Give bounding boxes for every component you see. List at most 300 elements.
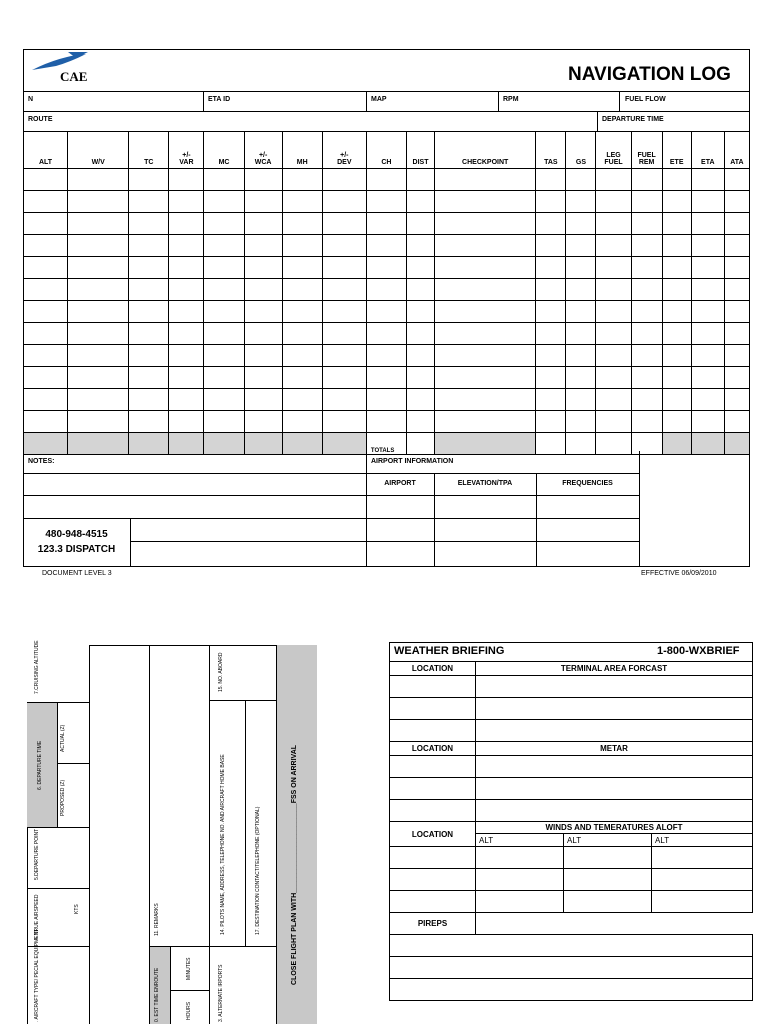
nav-log-cell[interactable] [631, 257, 662, 279]
nav-log-cell[interactable] [536, 301, 566, 323]
nav-log-cell[interactable] [662, 411, 691, 433]
nav-log-cell[interactable] [596, 191, 631, 213]
column-header-line: ETE [669, 159, 684, 166]
pilot-info-label: 14. PILOTS NAME, ADDRESS, TELEPHONE NO. AND AIRCRAFT HOME BASE [220, 754, 226, 935]
nav-log-cell[interactable] [536, 213, 566, 235]
nav-log-cell[interactable] [366, 279, 406, 301]
field-departure-time: DEPARTURE TIME [602, 116, 664, 123]
est-time-enroute-label: 0. EST TIME ENROUTE [154, 967, 160, 1022]
nav-log-cell[interactable] [691, 235, 724, 257]
nav-log-cell[interactable] [366, 323, 406, 345]
column-header [662, 132, 691, 169]
nav-log-cell[interactable] [407, 323, 435, 345]
nav-log-cell[interactable] [724, 389, 749, 411]
nav-log-cell[interactable] [662, 257, 691, 279]
nav-log-cell[interactable] [68, 411, 129, 433]
nav-log-cell[interactable] [691, 345, 724, 367]
nav-log-cell[interactable] [169, 345, 204, 367]
nav-log-cell[interactable] [169, 301, 204, 323]
nav-log-cell[interactable] [566, 257, 596, 279]
nav-log-cell[interactable] [407, 213, 435, 235]
nav-log-cell[interactable] [282, 279, 322, 301]
nav-log-cell[interactable] [631, 191, 662, 213]
nav-log-cell[interactable] [282, 169, 322, 191]
column-header-line: ATA [730, 159, 744, 166]
column-header-line: DEV [337, 159, 352, 166]
nav-log-cell[interactable] [366, 367, 406, 389]
column-header-line: REM [638, 159, 655, 166]
nav-log-cell[interactable] [129, 301, 169, 323]
totals-cell [566, 433, 596, 455]
nav-log-cell[interactable] [435, 301, 536, 323]
nav-log-cell[interactable] [24, 411, 68, 433]
column-header [129, 132, 169, 169]
nav-log-cell[interactable] [566, 389, 596, 411]
nav-log-cell[interactable] [129, 169, 169, 191]
nav-log-cell[interactable] [435, 367, 536, 389]
nav-log-cell[interactable] [366, 345, 406, 367]
nav-log-cell[interactable] [435, 279, 536, 301]
nav-log-cell[interactable] [691, 279, 724, 301]
nav-log-cell[interactable] [244, 191, 282, 213]
nav-log-cell[interactable] [566, 191, 596, 213]
nav-log-cell[interactable] [435, 213, 536, 235]
nav-log-cell[interactable] [204, 323, 244, 345]
column-header-line: ALT [39, 159, 53, 166]
nav-log-cell[interactable] [244, 279, 282, 301]
nav-log-cell[interactable] [24, 367, 68, 389]
nav-log-cell[interactable] [407, 389, 435, 411]
pireps-header: PIREPS [390, 913, 476, 935]
column-header [244, 132, 282, 169]
totals-cell [691, 433, 724, 455]
nav-log-cell[interactable] [536, 191, 566, 213]
nav-log-cell[interactable] [691, 213, 724, 235]
nav-log-cell[interactable] [596, 279, 631, 301]
nav-log-cell[interactable] [566, 213, 596, 235]
nav-log-cell[interactable] [169, 323, 204, 345]
nav-log-cell[interactable] [566, 279, 596, 301]
nav-log-cell[interactable] [566, 323, 596, 345]
nav-log-cell[interactable] [282, 235, 322, 257]
nav-log-row [24, 323, 750, 345]
nav-log-cell[interactable] [724, 235, 749, 257]
nav-log-cell[interactable] [68, 367, 129, 389]
nav-log-cell[interactable] [435, 389, 536, 411]
nav-log-cell[interactable] [435, 323, 536, 345]
nav-log-cell[interactable] [68, 257, 129, 279]
nav-log-cell[interactable] [68, 279, 129, 301]
nav-log-cell[interactable] [24, 301, 68, 323]
nav-log-cell[interactable] [407, 301, 435, 323]
nav-log-cell[interactable] [536, 367, 566, 389]
nav-log-cell[interactable] [322, 411, 366, 433]
nav-log-cell[interactable] [724, 279, 749, 301]
nav-log-cell[interactable] [366, 301, 406, 323]
nav-log-cell[interactable] [169, 367, 204, 389]
nav-log-cell[interactable] [631, 213, 662, 235]
nav-log-cell[interactable] [691, 411, 724, 433]
nav-log-cell[interactable] [407, 367, 435, 389]
nav-log-cell[interactable] [366, 169, 406, 191]
nav-log-cell[interactable] [724, 191, 749, 213]
nav-log-cell[interactable] [407, 257, 435, 279]
nav-log-row [24, 213, 750, 235]
nav-log-row [24, 345, 750, 367]
column-header-line: TC [144, 159, 154, 166]
actual-z-label: ACTUAL (Z) [60, 724, 66, 752]
nav-log-cell[interactable] [691, 323, 724, 345]
nav-log-cell[interactable] [435, 235, 536, 257]
nav-log-cell[interactable] [24, 191, 68, 213]
field-map: MAP [371, 96, 387, 103]
nav-log-cell[interactable] [366, 191, 406, 213]
nav-log-cell[interactable] [204, 367, 244, 389]
nav-log-cell[interactable] [24, 213, 68, 235]
column-header-line: LEG [606, 152, 621, 159]
column-header [631, 132, 662, 169]
winds-alt-3: ALT [652, 834, 753, 847]
totals-cell [435, 433, 536, 455]
column-header [596, 132, 631, 169]
column-header [322, 132, 366, 169]
nav-log-cell[interactable] [366, 389, 406, 411]
nav-log-cell[interactable] [322, 367, 366, 389]
totals-cell [129, 433, 169, 455]
nav-log-cell[interactable] [662, 345, 691, 367]
nav-log-cell[interactable] [662, 279, 691, 301]
nav-log-cell[interactable] [435, 191, 536, 213]
field-fuel-flow: FUEL FLOW [625, 96, 666, 103]
nav-log-cell[interactable] [244, 411, 282, 433]
nav-log-cell[interactable] [129, 191, 169, 213]
nav-log-cell[interactable] [536, 169, 566, 191]
no-aboard-label: 15. NO. ABOARD [218, 652, 224, 692]
nav-log-cell[interactable] [691, 257, 724, 279]
nav-log-cell[interactable] [68, 323, 129, 345]
nav-log-cell[interactable] [322, 257, 366, 279]
nav-log-cell[interactable] [662, 235, 691, 257]
nav-log-cell[interactable] [662, 389, 691, 411]
nav-log-cell[interactable] [282, 389, 322, 411]
minutes-label: MINUTES [186, 957, 192, 980]
column-header-line: VAR [179, 159, 194, 166]
column-header [366, 132, 406, 169]
nav-log-cell[interactable] [68, 213, 129, 235]
nav-log-cell[interactable] [68, 301, 129, 323]
nav-log-cell[interactable] [204, 169, 244, 191]
nav-log-cell[interactable] [566, 411, 596, 433]
nav-log-cell[interactable] [536, 389, 566, 411]
nav-log-cell[interactable] [204, 213, 244, 235]
nav-log-cell[interactable] [129, 367, 169, 389]
nav-log-cell[interactable] [244, 257, 282, 279]
nav-log-cell[interactable] [366, 235, 406, 257]
nav-log-cell[interactable] [596, 235, 631, 257]
taf-header: TERMINAL AREA FORCAST [476, 662, 753, 676]
nav-log-cell[interactable] [435, 169, 536, 191]
nav-log-cell[interactable] [724, 345, 749, 367]
nav-log-cell[interactable] [366, 257, 406, 279]
nav-log-row [24, 191, 750, 213]
nav-log-cell[interactable] [204, 301, 244, 323]
nav-log-cell[interactable] [322, 279, 366, 301]
nav-log-cell[interactable] [129, 411, 169, 433]
nav-log-cell[interactable] [244, 301, 282, 323]
nav-log-cell[interactable] [536, 257, 566, 279]
column-header [282, 132, 322, 169]
nav-log-cell[interactable] [322, 235, 366, 257]
column-header-line: MH [296, 159, 308, 166]
nav-log-cell[interactable] [566, 235, 596, 257]
nav-log-cell[interactable] [282, 191, 322, 213]
nav-log-cell[interactable] [662, 169, 691, 191]
column-header [435, 132, 536, 169]
nav-log-cell[interactable] [536, 235, 566, 257]
nav-log-cell[interactable] [204, 345, 244, 367]
nav-log-cell[interactable] [169, 279, 204, 301]
nav-log-cell[interactable] [322, 301, 366, 323]
nav-log-cell[interactable] [204, 257, 244, 279]
nav-log-cell[interactable] [244, 323, 282, 345]
nav-log-cell[interactable] [631, 389, 662, 411]
true-airspeed-label: 4. TRUE AIRSPEED [34, 894, 40, 940]
nav-log-cell[interactable] [204, 191, 244, 213]
nav-log-cell[interactable] [282, 367, 322, 389]
nav-log-row [24, 389, 750, 411]
nav-log-cell[interactable] [169, 257, 204, 279]
nav-log-cell[interactable] [662, 191, 691, 213]
nav-log-cell[interactable] [566, 301, 596, 323]
page-title: NAVIGATION LOG [568, 64, 731, 85]
nav-log-cell[interactable] [204, 235, 244, 257]
nav-log-cell[interactable] [204, 389, 244, 411]
winds-header: WINDS AND TEMERATURES ALOFT [476, 822, 753, 834]
totals-cell [68, 433, 129, 455]
totals-row [24, 433, 750, 455]
nav-log-cell[interactable] [244, 367, 282, 389]
totals-cell [244, 433, 282, 455]
nav-log-cell[interactable] [662, 323, 691, 345]
nav-log-cell[interactable] [724, 411, 749, 433]
column-header [24, 132, 68, 169]
nav-log-cell[interactable] [407, 191, 435, 213]
nav-log-cell[interactable] [244, 345, 282, 367]
winds-location-header: LOCATION [390, 822, 476, 847]
metar-header: METAR [476, 742, 753, 756]
logo-text: CAE [60, 69, 88, 84]
nav-log-cell[interactable] [282, 257, 322, 279]
nav-log-cell[interactable] [435, 411, 536, 433]
nav-log-cell[interactable] [282, 411, 322, 433]
nav-log-cell[interactable] [68, 389, 129, 411]
nav-log-cell[interactable] [596, 389, 631, 411]
nav-log-cell[interactable] [566, 345, 596, 367]
nav-log-cell[interactable] [662, 213, 691, 235]
nav-log-cell[interactable] [24, 323, 68, 345]
nav-log-cell[interactable] [407, 279, 435, 301]
nav-log-cell[interactable] [407, 235, 435, 257]
column-header [204, 132, 244, 169]
document-level: DOCUMENT LEVEL 3 [42, 570, 112, 577]
nav-log-cell[interactable] [596, 411, 631, 433]
totals-cell [662, 433, 691, 455]
nav-log-cell[interactable] [282, 345, 322, 367]
nav-log-cell[interactable] [322, 389, 366, 411]
field-eta-id: ETA ID [208, 96, 231, 103]
metar-location-header: LOCATION [390, 742, 476, 756]
hours-label: HOURS [186, 1001, 192, 1020]
column-header [68, 132, 129, 169]
nav-log-cell[interactable] [244, 213, 282, 235]
nav-log-cell[interactable] [596, 323, 631, 345]
column-header-line: +/- [258, 152, 268, 159]
nav-log-cell[interactable] [322, 323, 366, 345]
nav-log-cell[interactable] [631, 367, 662, 389]
nav-log-cell[interactable] [631, 235, 662, 257]
field-n: N [28, 96, 34, 103]
nav-log-cell[interactable] [691, 169, 724, 191]
totals-cell [282, 433, 322, 455]
nav-log-cell[interactable] [244, 169, 282, 191]
nav-log-cell[interactable] [691, 367, 724, 389]
nav-log-cell[interactable] [566, 367, 596, 389]
winds-alt-1: ALT [476, 834, 564, 847]
column-header-line: TAS [544, 159, 558, 166]
nav-log-cell[interactable] [724, 213, 749, 235]
nav-log-cell[interactable] [322, 345, 366, 367]
weather-briefing-table [389, 642, 753, 1001]
dispatch-phone: 480-948-4515 [45, 529, 108, 540]
nav-log-cell[interactable] [536, 279, 566, 301]
nav-log-cell[interactable] [596, 213, 631, 235]
nav-log-cell[interactable] [204, 279, 244, 301]
nav-log-cell[interactable] [724, 323, 749, 345]
nav-log-cell[interactable] [24, 345, 68, 367]
nav-log-cell[interactable] [724, 301, 749, 323]
column-header-line: +/- [340, 152, 349, 159]
totals-cell [407, 433, 435, 455]
column-header-line: FUEL [637, 152, 656, 159]
nav-log-row [24, 411, 750, 433]
nav-log-cell[interactable] [536, 345, 566, 367]
nav-log-cell[interactable] [282, 323, 322, 345]
nav-log-cell[interactable] [322, 213, 366, 235]
nav-log-cell[interactable] [129, 345, 169, 367]
nav-log-cell[interactable] [68, 345, 129, 367]
nav-log-row [24, 169, 750, 191]
nav-log-cell[interactable] [366, 411, 406, 433]
elevation-column-header: ELEVATION/TPA [457, 480, 513, 487]
nav-log-cell[interactable] [691, 301, 724, 323]
nav-log-cell[interactable] [662, 301, 691, 323]
effective-date: EFFECTIVE 06/09/2010 [641, 570, 717, 577]
nav-log-cell[interactable] [631, 323, 662, 345]
winds-alt-2: ALT [564, 834, 652, 847]
column-header-line: DIST [412, 159, 429, 166]
nav-log-cell[interactable] [691, 191, 724, 213]
nav-log-cell[interactable] [129, 235, 169, 257]
nav-log-cell[interactable] [566, 169, 596, 191]
nav-log-cell[interactable] [24, 279, 68, 301]
nav-log-cell[interactable] [631, 169, 662, 191]
nav-log-cell[interactable] [169, 389, 204, 411]
nav-log-cell[interactable] [631, 345, 662, 367]
nav-log-cell[interactable] [691, 389, 724, 411]
nav-log-cell[interactable] [536, 323, 566, 345]
nav-log-cell[interactable] [724, 257, 749, 279]
totals-cell [322, 433, 366, 455]
nav-log-cell[interactable] [68, 191, 129, 213]
frequencies-column-header: FREQUENCIES [562, 480, 613, 487]
nav-log-cell[interactable] [631, 301, 662, 323]
weather-phone: 1-800-WXBRIEF [657, 645, 740, 657]
nav-log-cell[interactable] [129, 213, 169, 235]
nav-log-cell[interactable] [596, 301, 631, 323]
nav-log-cell[interactable] [24, 235, 68, 257]
nav-log-cell[interactable] [244, 235, 282, 257]
nav-log-cell[interactable] [169, 169, 204, 191]
nav-log-cell[interactable] [631, 279, 662, 301]
nav-log-row [24, 367, 750, 389]
nav-log-cell[interactable] [536, 411, 566, 433]
nav-log-cell[interactable] [724, 367, 749, 389]
nav-log-cell[interactable] [169, 213, 204, 235]
nav-log-cell[interactable] [244, 389, 282, 411]
nav-log-cell[interactable] [129, 389, 169, 411]
nav-log-cell[interactable] [282, 301, 322, 323]
nav-log-cell[interactable] [596, 367, 631, 389]
nav-log-cell[interactable] [435, 257, 536, 279]
nav-log-cell[interactable] [169, 235, 204, 257]
nav-log-cell[interactable] [596, 345, 631, 367]
nav-log-cell[interactable] [407, 345, 435, 367]
totals-cell [724, 433, 749, 455]
nav-log-cell[interactable] [366, 213, 406, 235]
nav-log-cell[interactable] [129, 323, 169, 345]
nav-log-cell[interactable] [282, 213, 322, 235]
nav-log-cell[interactable] [24, 389, 68, 411]
nav-log-cell[interactable] [435, 345, 536, 367]
nav-log-cell[interactable] [407, 411, 435, 433]
nav-log-cell[interactable] [204, 411, 244, 433]
nav-log-cell[interactable] [596, 257, 631, 279]
nav-log-cell[interactable] [169, 411, 204, 433]
column-header-line: CH [381, 159, 392, 166]
totals-label: TOTALS [366, 433, 406, 455]
nav-log-cell[interactable] [322, 191, 366, 213]
nav-log-cell[interactable] [662, 367, 691, 389]
nav-log-cell[interactable] [407, 169, 435, 191]
nav-log-cell[interactable] [169, 191, 204, 213]
nav-log-cell[interactable] [129, 257, 169, 279]
nav-log-cell[interactable] [24, 169, 68, 191]
nav-log-cell[interactable] [322, 169, 366, 191]
nav-log-cell[interactable] [68, 235, 129, 257]
departure-point-label: 5.DEPARTURE POINT [34, 828, 40, 880]
nav-log-cell[interactable] [596, 169, 631, 191]
nav-log-cell[interactable] [724, 169, 749, 191]
field-route: ROUTE [28, 116, 53, 123]
totals-cell [204, 433, 244, 455]
column-header-line: FUEL [604, 159, 623, 166]
nav-log-cell[interactable] [129, 279, 169, 301]
airport-info-title: AIRPORT INFORMATION [371, 458, 454, 465]
nav-log-cell[interactable] [68, 169, 129, 191]
nav-log-cell[interactable] [631, 411, 662, 433]
nav-log-cell[interactable] [24, 257, 68, 279]
close-flight-plan-label: CLOSE FLIGHT PLAN WITH_______________________FSS ON ARRIVAL [291, 744, 298, 985]
